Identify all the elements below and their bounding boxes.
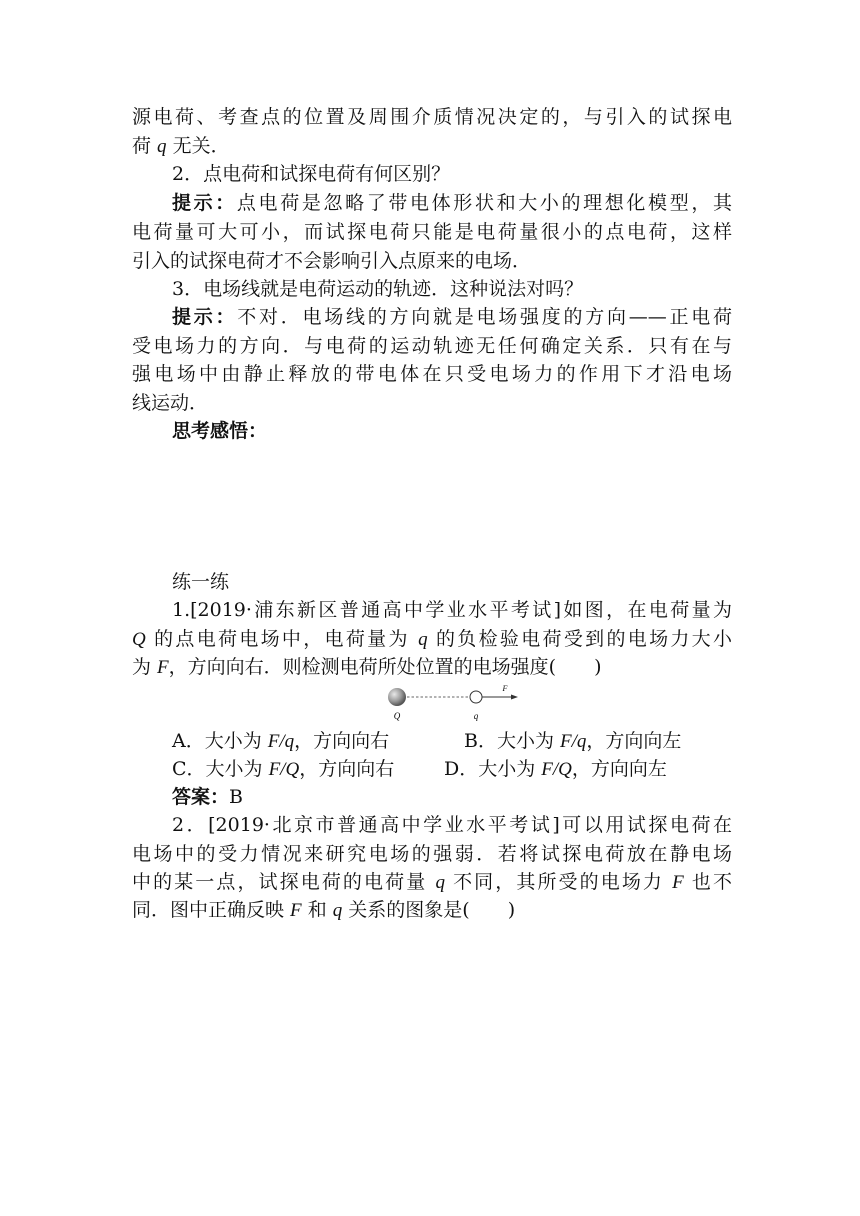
option-d [444,756,667,783]
text: 2．点电荷和试探电荷有何区别？ [172,163,451,185]
paragraph-line [132,248,732,274]
label-F: F [502,684,508,693]
option-value: F/q [267,731,295,752]
variable-q: q [332,900,343,921]
force-arrow-head [511,695,518,700]
item-2-line [132,897,732,924]
label-q: q [473,711,479,721]
text: 电荷量可大可小，而试探电荷只能是电荷量很小的点电荷，这样 [132,221,732,243]
text: 无关． [166,135,230,157]
variable-F: F [157,657,169,678]
variable-q: q [157,136,167,157]
text: ，方向向右 [299,758,395,780]
practice-heading [172,569,732,595]
text: 受电场力的方向．与电荷的运动轨迹无任何确定关系．只有在与 [132,335,732,357]
variable-F: F [672,872,684,893]
text: 同．图中正确反映 [132,899,291,921]
item-1-line [132,626,732,653]
paragraph-line [132,390,732,416]
item-1-line [132,654,732,681]
text: 1.[2019·浦东新区普通高中学业水平考试]如图，在电荷量为 [172,599,732,621]
text: 不对．电场线的方向就是电场强度的方向——正电荷 [237,306,732,328]
text: ，方向向左 [586,730,682,752]
option-value: F/Q [541,759,572,780]
text: 和 [301,899,333,921]
item-2-line [132,869,732,896]
variable-F: F [290,900,302,921]
text: 点电荷是忽略了带电体形状和大小的理想化模型，其 [236,192,732,214]
charge-figure [380,684,520,724]
text: A．大小为 [172,730,268,752]
option-b [464,728,681,755]
option-value: F/Q [268,759,300,780]
text: 也不 [683,871,732,893]
text: ，方向向右．则检测电荷所处位置的电场强度( ) [168,656,602,678]
text: 电场中的受力情况来研究电场的强弱．若将试探电荷放在静电场 [132,843,732,865]
text: 3．电场线就是电荷运动的轨迹．这种说法对吗？ [172,278,584,300]
text: ，方向向右 [294,730,390,752]
test-charge [470,691,482,703]
text: 关系的图象是( ) [342,899,516,921]
text: B．大小为 [464,730,561,752]
text: 的负检验电荷受到的电场力大小 [427,628,732,650]
text: C．大小为 [172,758,269,780]
text: 强电场中由静止释放的带电体在只受电场力的作用下才沿电场 [132,363,732,385]
answer-label: 答案： [172,786,230,808]
text: 线运动． [132,392,209,414]
hint-label: 提示： [172,192,237,214]
item-2-line [172,812,732,838]
question-2-hint [172,190,732,216]
option-value: F/q [560,731,587,752]
paragraph-line [132,219,732,245]
answer [172,784,243,810]
text: 思考感悟： [172,420,268,442]
question-3-hint [172,304,732,330]
answer-value: B [229,786,243,808]
question-3-title [172,276,732,302]
paragraph-line [132,133,732,160]
text: 源电荷、考查点的位置及周围介质情况决定的，与引入的试探电 [132,106,732,128]
paragraph-line [132,333,732,359]
text: ，方向向左 [571,758,667,780]
text: 不同，其所受的电场力 [444,871,673,893]
text: 2．[2019·北京市普通高中学业水平考试]可以用试探电荷在 [172,814,732,836]
text: 荷 [132,135,158,157]
paragraph-line [132,104,732,130]
question-2-title [172,161,732,187]
reflection-label [172,418,732,444]
text: 的点电荷电场中，电荷量为 [145,628,419,650]
option-c [172,756,394,783]
option-a [172,728,389,755]
text: 练一练 [172,571,230,593]
text: D．大小为 [444,758,542,780]
text: 引入的试探电荷才不会影响引入点原来的电场． [132,250,532,272]
paragraph-line [132,361,732,387]
hint-label: 提示： [172,306,238,328]
variable-q: q [435,872,445,893]
variable-Q: Q [132,629,146,650]
text: 中的某一点，试探电荷的电荷量 [132,871,436,893]
text: 为 [132,656,158,678]
source-charge-ball [388,688,406,706]
variable-q: q [418,629,428,650]
label-Q: Q [393,711,401,721]
item-2-line [132,841,732,867]
item-1-line [172,597,732,623]
